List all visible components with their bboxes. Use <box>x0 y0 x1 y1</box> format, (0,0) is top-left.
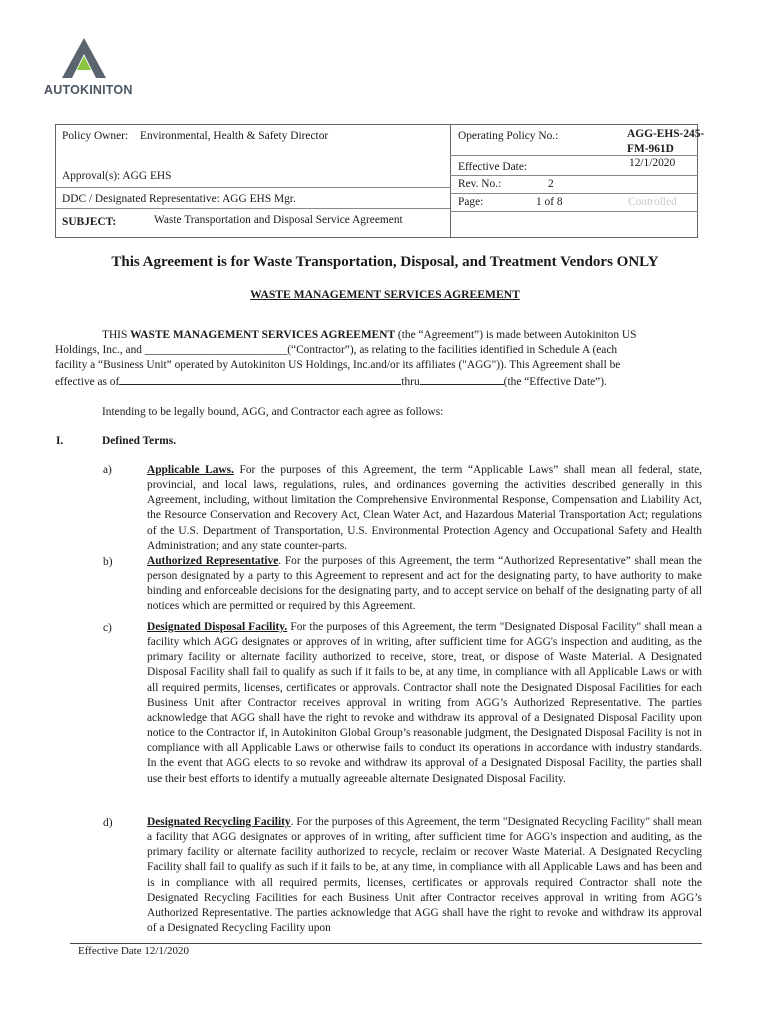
controlled-watermark: Controlled <box>628 196 677 208</box>
section-heading: Defined Terms. <box>102 435 177 447</box>
effective-date-label: Effective Date: <box>458 161 528 173</box>
autokiniton-logo-icon <box>58 38 110 80</box>
effective-end-blank[interactable] <box>420 373 504 385</box>
term-designated-disposal-facility: Designated Disposal Facility. <box>147 621 288 633</box>
term-applicable-laws: Applicable Laws. <box>147 464 234 476</box>
intro-effective-date: (the “Effective Date”). <box>503 376 607 389</box>
company-logo <box>44 38 144 99</box>
agreement-title: This Agreement is for Waste Transportation, Disposal, and Treatment Vendors ONLY <box>111 254 659 270</box>
operating-policy-label: Operating Policy No.: <box>458 130 559 142</box>
policy-owner-label: Policy Owner: <box>62 130 129 142</box>
intro-thru: thru <box>401 376 420 389</box>
intro-paragraph: THIS WASTE MANAGEMENT SERVICES AGREEMENT (the “Agreement”) is made between Autokiniton US Holdings, Inc., and _________________________(“Contractor”), as relating to the facilities identified in Schedule A (each facility a “Business Unit” operated by Autokiniton US Holdings, Inc.and/or its affiliates ("AGG")). This Agreement shall be effective as of thru (the “Effective Date”). <box>55 328 702 391</box>
policy-owner-value: Environmental, Health & Safety Director <box>140 130 329 142</box>
term-authorized-representative: Authorized Representative <box>147 555 279 567</box>
item-b-body: Authorized Representative. For the purposes of this Agreement, the term “Authorized Representative” shall mean the person designated by a party to this Agreement to represent and act for the designating party, to have authority to make binding and enforceable decisions for the designating party, and to accept service on behalf of the designating party of all notices which are permitted or required by this Agreement. <box>147 555 702 613</box>
item-d-label: d) <box>103 817 113 829</box>
effective-start-blank[interactable] <box>119 373 401 385</box>
rev-no-label: Rev. No.: <box>458 178 502 190</box>
rev-no-value: 2 <box>548 178 554 190</box>
agreement-name: WASTE MANAGEMENT SERVICES AGREEMENT <box>130 329 396 341</box>
intro-line-2: Holdings, Inc., and _________________________(“Contractor”), as relating to the facilities identified in Schedule A (each <box>55 344 618 357</box>
intro-line-3: facility a “Business Unit” operated by Autokiniton US Holdings, Inc.and/or its affiliates ("AGG")). This Agreement shall be <box>55 359 621 372</box>
intro-effective-label: effective as of <box>55 376 120 389</box>
item-a-label: a) <box>103 464 112 476</box>
item-c-body: Designated Disposal Facility. For the purposes of this Agreement, the term "Designated Disposal Facility" shall mean a facility which AGG designates or approves of in writing, after sufficient time for AGG's inspection and auditing, as the primary facility or alternate facility authorized to receive, store, treat, or dispose of Waste Material. A Designated Disposal Facility shall fail to qualify as such if it fails to be, at any time, in compliance with all Applicable Laws or with all required permits, licenses, certificates or approvals. Contractor shall note the Designated Disposal Facilities for each Business Unit after Contractor receives approval in writing from AGG’s Authorized Representative. The parties acknowledge that AGG shall have the right to revoke and withdraw its approval of a Designated Disposal Facility upon notice to the Contractor if, in Autokiniton Global Group’s reasonable judgment, the Designated Disposal Facility is not in compliance with all Applicable Laws or otherwise fails to conduct its operations in accordance with industry standards. In the event that AGG elects to so revoke and withdraw its approval of a Designated Disposal Facility, the parties shall use their best efforts to identify a mutually agreeable alternate Designated Disposal Facility. <box>147 621 703 785</box>
footer-effective-date: Effective Date 12/1/2020 <box>78 945 189 957</box>
operating-policy-value-line2: FM-961D <box>627 143 674 155</box>
approvals-text: Approval(s): AGG EHS <box>62 170 172 182</box>
item-d-body: Designated Recycling Facility. For the purposes of this Agreement, the term "Designated Recycling Facility" shall mean a facility that AGG designates or approves of in writing, after sufficient time for AGG's inspection and auditing, as the primary facility or alternate facility authorized to recycle, reclaim or recover Waste Material. A Designated Recycling Facility shall fail to qualify as such if it fails to be, at any time, in compliance with all Applicable Laws and has been and is in compliance with all required permits, licenses, certificates or approvals required Contractor shall note the Designated Recycling Facilities for each Business Unit after Contractor receives approval in writing from AGG’s Authorized Representative. The parties acknowledge that AGG shall have the right to revoke and withdraw its approval of a Designated Recycling Facility upon <box>147 816 703 935</box>
term-designated-recycling-facility: Designated Recycling Facility <box>147 816 291 828</box>
operating-policy-value-line1: AGG-EHS-245- <box>627 128 705 140</box>
section-number: I. <box>56 435 64 447</box>
agreement-subtitle: WASTE MANAGEMENT SERVICES AGREEMENT <box>250 288 520 301</box>
logo-wordmark: AUTOKINITON <box>44 83 133 97</box>
effective-date-value: 12/1/2020 <box>629 157 676 169</box>
item-c-label: c) <box>103 622 112 634</box>
policy-header-table <box>55 124 705 238</box>
item-b-label: b) <box>103 556 113 568</box>
page-value: 1 of 8 <box>536 196 563 208</box>
subject-value: Waste Transportation and Disposal Service Agreement <box>154 214 403 226</box>
intending-text: Intending to be legally bound, AGG, and Contractor each agree as follows: <box>102 406 444 418</box>
subject-label: SUBJECT: <box>62 216 117 228</box>
item-a-body: Applicable Laws. For the purposes of this Agreement, the term “Applicable Laws” shall mean all federal, state, provincial, and local laws, regulations, rules, and ordinances governing the activities described generally in this Agreement, including, without limitation the Comprehensive Environmental Response, Compensation and Liability Act, the Resource Conservation and Recovery Act, Clean Water Act, and Hazardous Material Transportation Act; regulations of the U.S. Department of Transportation, U.S. Environmental Protection Agency and Occupational Safety and Health Administration; and any state counter-parts. <box>147 464 703 552</box>
ddc-text: DDC / Designated Representative: AGG EHS Mgr. <box>62 193 296 205</box>
page-label: Page: <box>458 196 484 208</box>
